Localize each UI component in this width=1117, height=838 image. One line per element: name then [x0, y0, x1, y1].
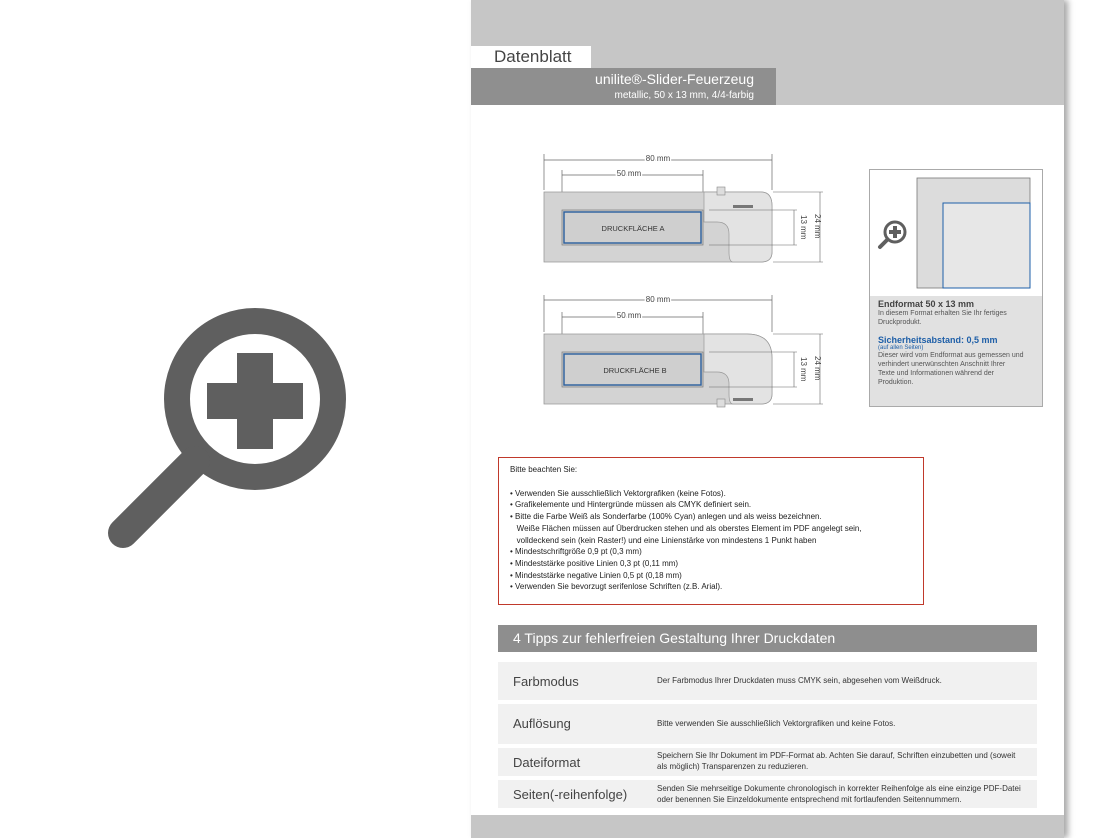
endformat-text-1: In diesem Format erhalten Sie Ihr fertiges [878, 310, 1007, 317]
notice-item: • Mindeststärke positive Linien 0,3 pt (0,11 mm) [510, 558, 679, 568]
tip-label: Farbmodus [513, 674, 579, 689]
notice-item: • Grafikelemente und Hintergründe müssen als CMYK definiert sein. [510, 500, 752, 510]
print-area-a-label: DRUCKFLÄCHE A [601, 224, 665, 233]
tip-text: Der Farbmodus Ihrer Druckdaten muss CMYK sein, abgesehen vom Weißdruck. [657, 676, 942, 685]
format-preview [870, 170, 1042, 296]
safety-margin-note: (auf allen Seiten) [878, 345, 924, 351]
tip-text: Bitte verwenden Sie ausschließlich Vektorgrafiken und keine Fotos. [657, 719, 896, 728]
datasheet-page [471, 0, 1064, 838]
notice-item: volldeckend sein (kein Raster!) und eine Linienstärke von mindestens 1 Punkt haben [510, 535, 817, 545]
tips-heading: 4 Tipps zur fehlerfreien Gestaltung Ihrer Druckdaten [498, 625, 1037, 652]
side-a-total-height: 24 mm [813, 214, 822, 239]
document-type-tag: Datenblatt [471, 46, 591, 68]
endformat-text-2: Druckprodukt. [878, 319, 922, 326]
notice-box [498, 457, 924, 605]
side-b-drawing [544, 295, 823, 407]
tip-text: Speichern Sie Ihr Dokument im PDF-Format ab. Achten Sie darauf, Schriften einzubetten und (soweit als möglich) Transparenzen zu reduzieren. [657, 751, 1016, 771]
print-area-b-label: DRUCKFLÄCHE B [603, 366, 667, 375]
notice-item: • Verwenden Sie ausschließlich Vektorgrafiken (keine Fotos). [510, 488, 726, 498]
side-a-total-width: 80 mm [645, 154, 671, 163]
side-b-total-height: 24 mm [813, 356, 822, 381]
tip-row-dateiformat [498, 748, 1037, 776]
zoom-in-icon[interactable] [105, 305, 365, 565]
tip-row-seitenreihenfolge [498, 780, 1037, 808]
tip-row-aufloesung [498, 704, 1037, 744]
notice-item: • Verwenden Sie bevorzugt serifenlose Schriften (z.B. Arial). [510, 582, 723, 592]
side-a-print-width: 50 mm [616, 169, 642, 178]
endformat-title: Endformat 50 x 13 mm [878, 299, 975, 309]
side-b-print-width: 50 mm [616, 311, 642, 320]
side-b-total-width: 80 mm [645, 295, 671, 304]
notice-item: • Mindeststärke negative Linien 0,5 pt (0,18 mm) [510, 570, 682, 580]
footer-band [471, 815, 1064, 838]
product-subtitle: metallic, 50 x 13 mm, 4/4-farbig [614, 90, 754, 101]
notice-heading: Bitte beachten Sie: [510, 465, 578, 474]
format-info-text [870, 296, 1042, 406]
safety-margin-text-4: Produktion. [878, 379, 914, 386]
format-info-box [869, 169, 1043, 407]
zoom-in-small-icon[interactable] [880, 222, 905, 247]
side-a-drawing [544, 154, 823, 262]
product-title-box [471, 68, 776, 105]
product-title: unilite®-Slider-Feuerzeug [595, 71, 754, 87]
side-b-print-height: 13 mm [799, 357, 808, 382]
notice-item: Weiße Flächen müssen auf Überdrucken stehen und als oberstes Element im PDF angelegt sein, [510, 523, 862, 533]
notice-item: • Bitte die Farbe Weiß als Sonderfarbe (100% Cyan) anlegen und als weiss bezeichnen. [510, 512, 822, 522]
technical-drawing [471, 140, 851, 430]
tip-label: Auflösung [513, 716, 571, 731]
tip-label: Dateiformat [513, 755, 581, 770]
safety-margin-title: Sicherheitsabstand: 0,5 mm [878, 335, 998, 345]
tip-text: Senden Sie mehrseitige Dokumente chronologisch in korrekter Reihenfolge als eine einzige PDF-Datei oder benennen Sie Einzeldokumente entsprechend mit fortlaufenden Seitennummern. [657, 784, 1021, 804]
safety-margin-text-3: Texte und Informationen während der [878, 370, 994, 377]
safety-margin-text-2: verhindert unerwünschten Anschnitt Ihrer [878, 361, 1006, 368]
notice-item: • Mindestschriftgröße 0,9 pt (0,3 mm) [510, 547, 642, 557]
tip-row-farbmodus [498, 662, 1037, 700]
side-a-print-height: 13 mm [799, 215, 808, 240]
tip-label: Seiten(-reihenfolge) [513, 787, 628, 802]
safety-margin-text-1: Dieser wird vom Endformat aus gemessen und [878, 352, 1024, 359]
